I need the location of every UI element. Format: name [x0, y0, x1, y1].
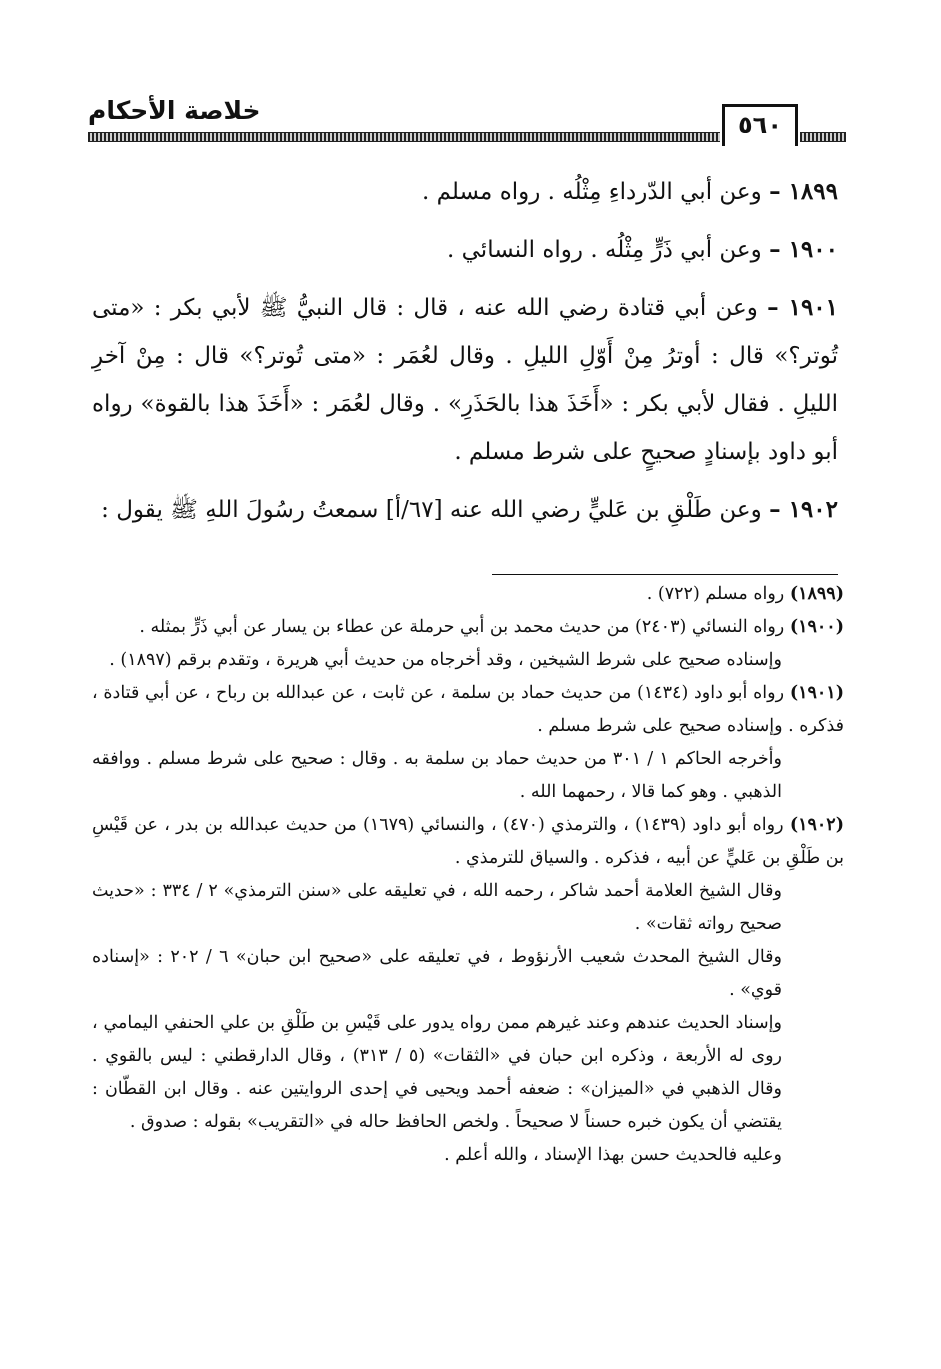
- footnote-text: رواه أبو داود (١٤٣٩) ، والترمذي (٤٧٠) ، والنسائي (١٦٧٩) من حديث عبدالله بن بدر ، عن قَيْسِ بن طَلْقِ بن عَليٍّ عن أبيه ، فذكره . والسياق للترمذي .: [92, 815, 844, 868]
- footnote-text: وقال الشيخ العلامة أحمد شاكر ، رحمه الله ، في تعليقه على «سنن الترمذي» ٢ / ٣٣٤ : «حديث صحيح رواته ثقات» .: [92, 881, 782, 934]
- footnote-1899: [92, 578, 844, 611]
- hadith-1899: [92, 168, 838, 216]
- hadith-1902: [92, 486, 838, 534]
- hadith-text: وعن طَلْقِ بن عَليٍّ رضي الله عنه [٦٧/أ] سمعتُ رسُولَ اللهِ ﷺ يقول :: [101, 497, 762, 523]
- hadith-number: ١٨٩٩ –: [769, 178, 838, 205]
- hadith-1900: [92, 226, 838, 274]
- footnote-text: وعليه فالحديث حسن بهذا الإسناد ، والله أعلم .: [444, 1145, 782, 1165]
- main-text: [92, 168, 838, 544]
- footnote-text: رواه أبو داود (١٤٣٤) من حديث حماد بن سلمة ، عن ثابت ، عن عبدالله بن رباح ، عن أبي قتادة ، فذكره . وإسناده صحيح على شرط مسلم .: [92, 683, 844, 736]
- footnote-text: وأخرجه الحاكم ١ / ٣٠١ من حديث حماد بن سلمة به . وقال : صحيح على شرط مسلم . ووافقه الذهبي . وهو كما قالا ، رحمهما الله .: [92, 749, 782, 802]
- header-rule: [88, 132, 720, 142]
- hadith-1901: [92, 284, 838, 476]
- footnote-text: وقال الشيخ المحدث شعيب الأرنؤوط ، في تعليقه على «صحيح ابن حبان» ٦ / ٢٠٢ : «إسناده قوي» .: [92, 947, 782, 1000]
- footnote-text: وإسناد الحديث عندهم وعند غيرهم ممن رواه يدور على قَيْسِ بن طَلْقِ بن علي الحنفي اليمامي ، روى له الأربعة ، وذكره ابن حبان في «الثقات» (٥ / ٣١٣) ، وقال الدارقطني : ليس بالقوي . وقال الذهبي في «الميزان» : ضعفه أحمد ويحيى في إحدى الروايتين عنه . وقال ابن القطّان : يقتضي أن يكون خبره حسناً لا صحيحاً . ولخص الحافظ حاله في «التقريب» بقوله : صدوق .: [92, 1013, 782, 1132]
- footnote-ref: (١٩٠٠): [789, 617, 844, 637]
- footnotes: [92, 578, 844, 1172]
- footnote-ref: (١٨٩٩): [789, 584, 844, 604]
- footnote-separator: [492, 574, 838, 575]
- footnote-text: وإسناده صحيح على شرط الشيخين ، وقد أخرجاه من حديث أبي هريرة ، وتقدم برقم (١٨٩٧) .: [109, 650, 782, 670]
- hadith-number: ١٩٠٠ –: [769, 236, 838, 263]
- hadith-number: ١٩٠١ –: [767, 294, 839, 321]
- hadith-text: وعن أبي ذَرٍّ مِثْلُه . رواه النسائي .: [447, 237, 762, 263]
- footnote-text: رواه النسائي (٢٤٠٣) من حديث محمد بن أبي حرملة عن عطاء بن يسار عن أبي ذَرٍّ بمثله .: [139, 617, 785, 637]
- footnote-1901: [92, 677, 844, 809]
- footnote-1900: [92, 611, 844, 677]
- header-rule-end: [800, 132, 846, 142]
- hadith-text: وعن أبي قتادة رضي الله عنه ، قال : قال النبيُّ ﷺ لأبي بكر : «متى تُوتر؟» قال : أوترُ مِنْ أَوّلِ الليلِ . وقال لعُمَر : «متى تُوتر؟» قال : مِنْ آخرِ الليلِ . فقال لأبي بكر : «أَخَذَ هذا بالحَذَرِ» . وقال لعُمَر : «أَخَذَ هذا بالقوة» رواه أبو داود بإسنادٍ صحيحٍ على شرط مسلم .: [92, 295, 838, 465]
- footnote-ref: (١٩٠١): [789, 683, 844, 703]
- page-number: ٥٦٠: [722, 104, 798, 146]
- footnote-ref: (١٩٠٢): [789, 815, 844, 835]
- footnote-1902: [92, 809, 844, 1172]
- footnote-text: رواه مسلم (٧٢٢) .: [646, 584, 785, 604]
- hadith-text: وعن أبي الدّرداءِ مِثْلُه . رواه مسلم .: [422, 179, 762, 205]
- hadith-number: ١٩٠٢ –: [769, 496, 838, 523]
- running-header-title: خلاصة الأحكام: [88, 96, 261, 125]
